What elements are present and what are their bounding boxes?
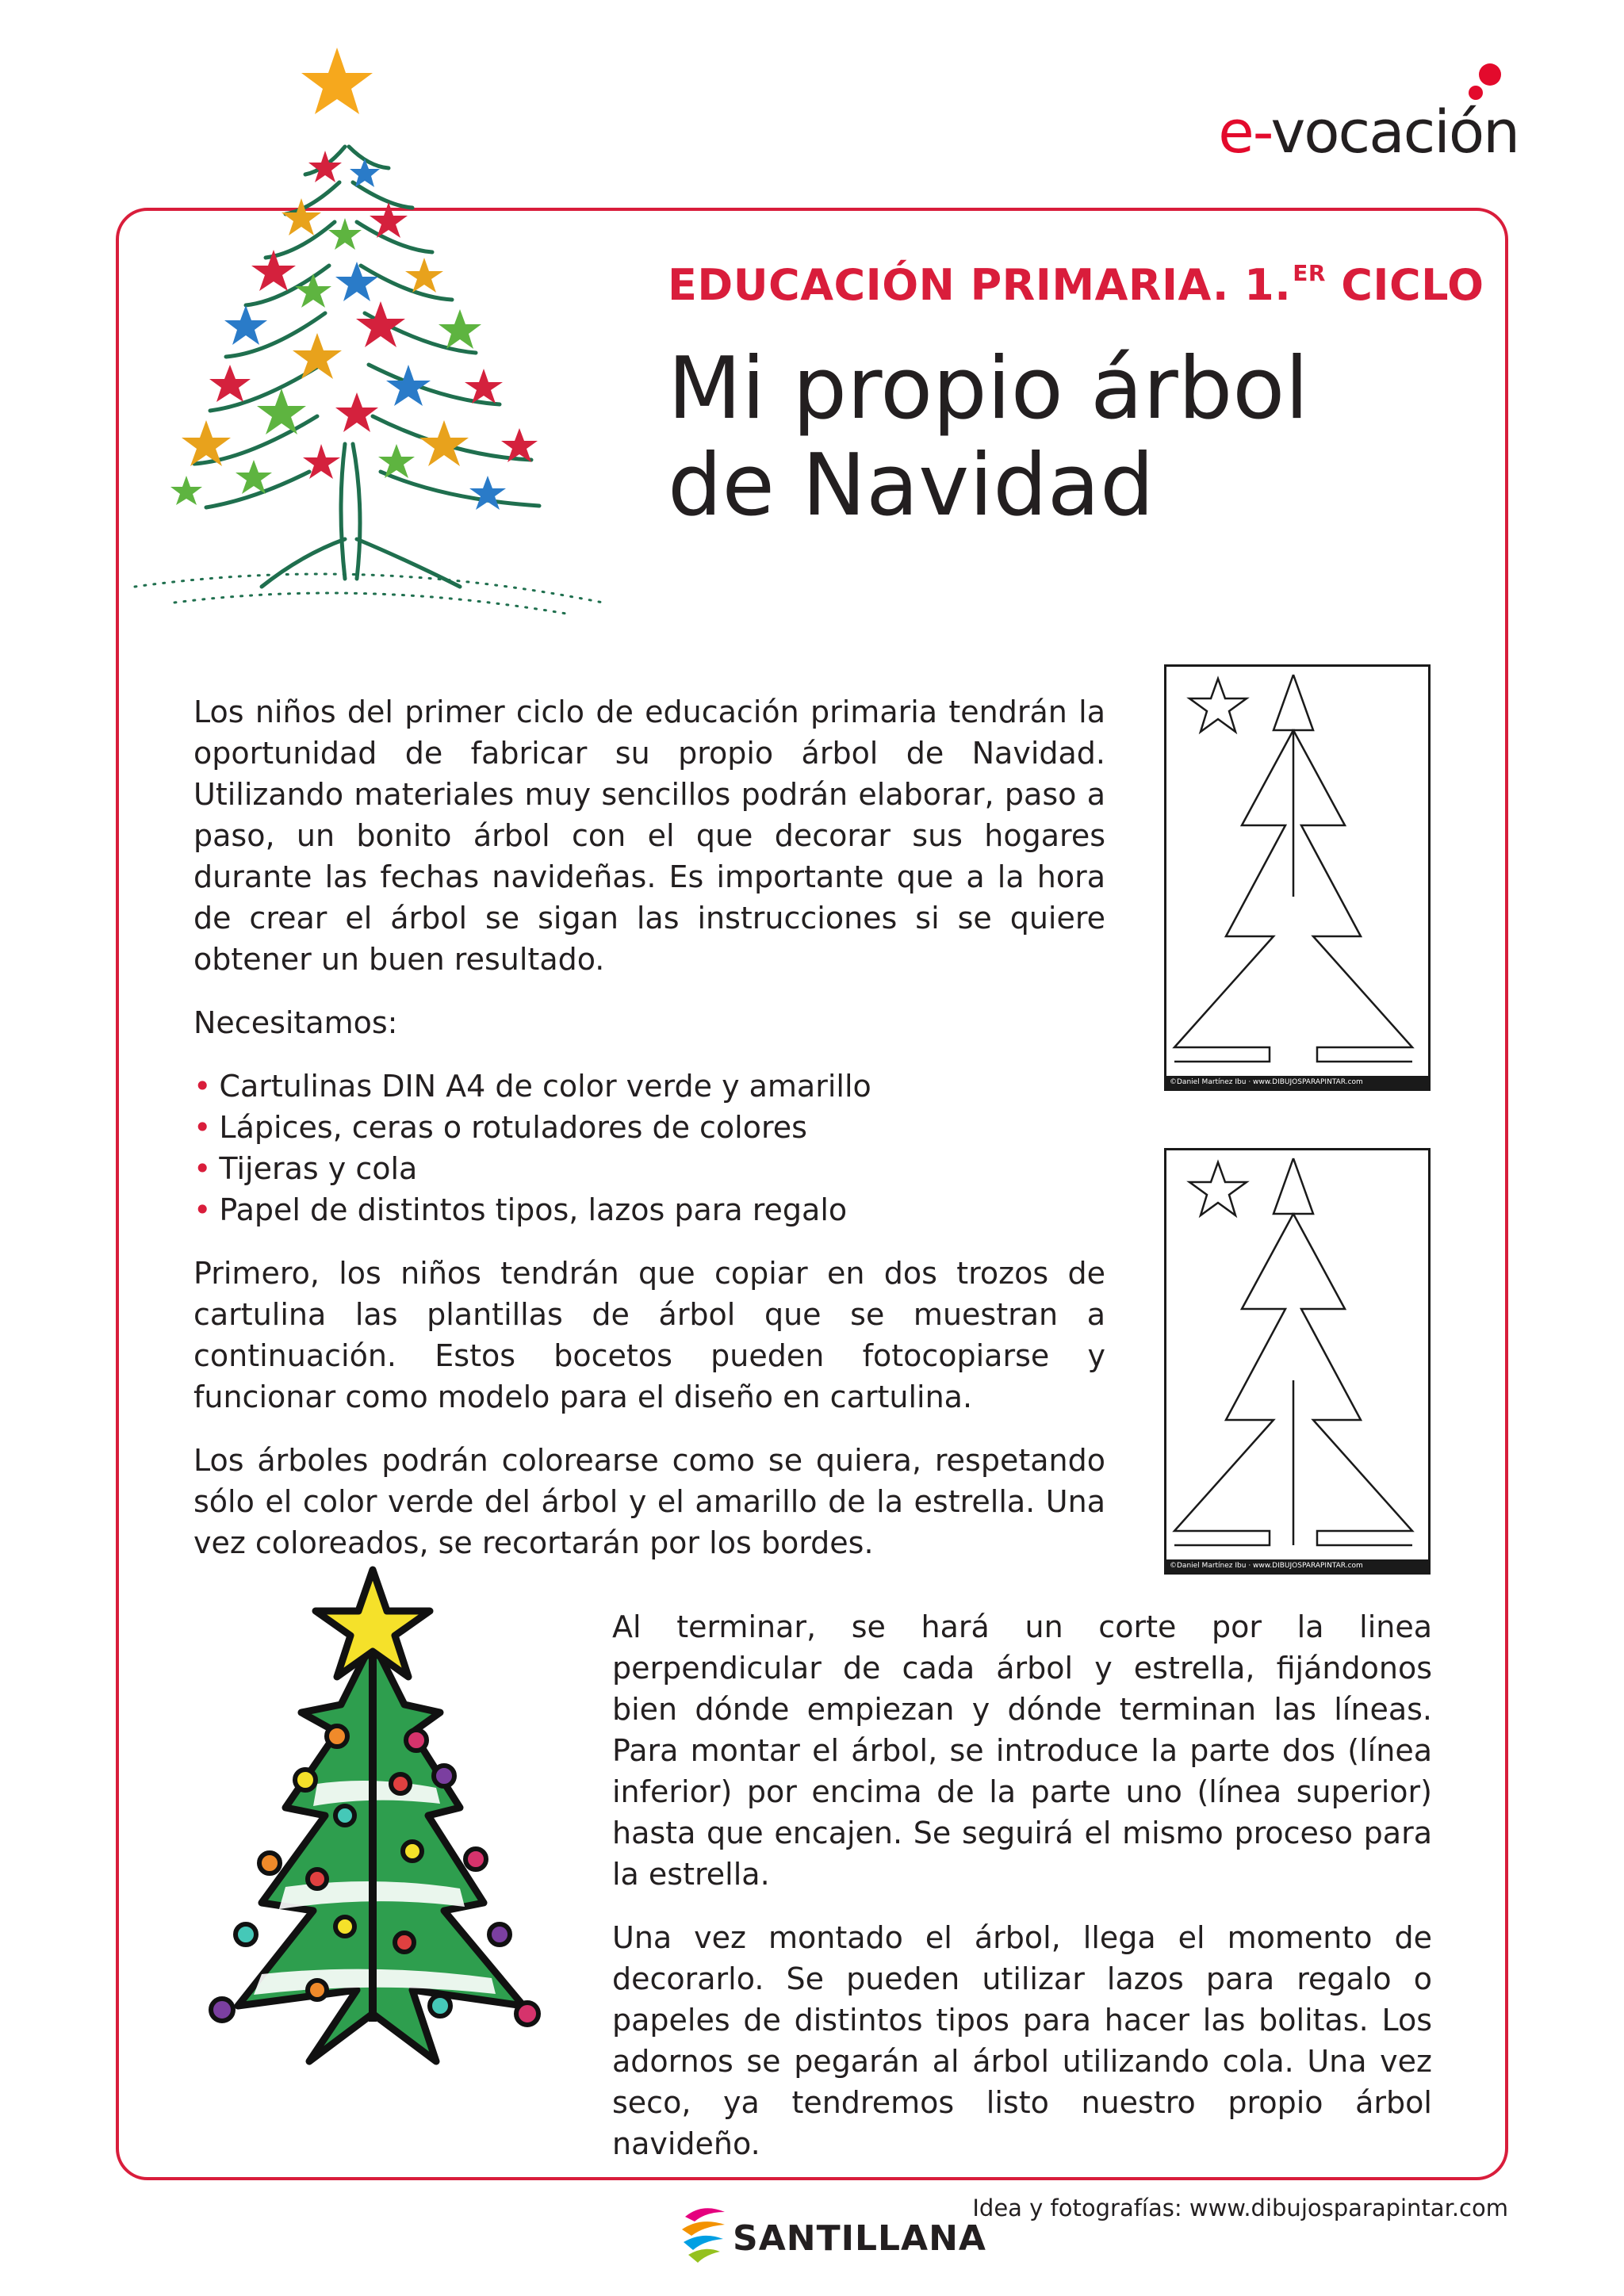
instructions-left-column bbox=[193, 691, 1105, 1586]
instructions-right-column bbox=[612, 1606, 1432, 2187]
template-credit-strip: ©Daniel Martínez Ibu · www.DIBUJOSPARAPINTAR.com bbox=[1166, 1559, 1428, 1572]
tree-template-part-two bbox=[1164, 1148, 1431, 1575]
list-item: • Cartulinas DIN A4 de color verde y amarillo bbox=[193, 1069, 871, 1104]
logo-dot-large bbox=[1479, 63, 1501, 86]
section-kicker: EDUCACIÓN PRIMARIA. 1.$^{ER}$ CICLO bbox=[668, 260, 1484, 310]
tree-outline-illustration bbox=[1166, 667, 1428, 1079]
template-credit-strip: ©Daniel Martínez Ibu · www.DIBUJOSPARAPINTAR.com bbox=[1166, 1076, 1428, 1089]
list-item: • Lápices, ceras o rotuladores de colores bbox=[193, 1110, 807, 1145]
logo-prefix: e- bbox=[1218, 98, 1271, 166]
colored-christmas-tree-illustration bbox=[174, 1546, 571, 2085]
publisher-name: SANTILLANA bbox=[733, 2218, 986, 2259]
tree-template-part-one bbox=[1164, 664, 1431, 1091]
bullet: • bbox=[193, 1151, 212, 1186]
page-title bbox=[668, 341, 1381, 534]
step-4-paragraph: Una vez montado el árbol, llega el momento de decorarlo. Se pueden utilizar lazos para regalo o papeles de distintos tipos para hacer las bolitas. Los adornos se pegarán al árbol utilizando cola. Una vez seco, ya tendremos listo nuestro propio árbol navideño. bbox=[612, 1920, 1432, 2161]
bullet: • bbox=[193, 1192, 212, 1227]
step-3-paragraph: Al terminar, se hará un corte por la linea perpendicular de cada árbol y estrella, fijándonos bien dónde empiezan y dónde terminan las líneas. Para montar el árbol, se introduce la parte dos (línea inferior) por encima de la parte uno (línea superior) hasta que encajen. Se seguirá el mismo proceso para la estrella. bbox=[612, 1609, 1432, 1892]
kicker-superscript: ER bbox=[1293, 260, 1326, 286]
tree-outline-illustration bbox=[1166, 1150, 1428, 1563]
publisher-logo bbox=[679, 2201, 986, 2267]
logo-name: vocación bbox=[1270, 98, 1519, 166]
intro-paragraph: Los niños del primer ciclo de educación primaria tendrán la oportunidad de fabricar su propio árbol de Navidad. Utilizando materiales muy sencillos podrán elaborar, paso a paso, un bonito árbol con el que decorar sus hogares durante las fechas navideñas. Es importante que a la hora de crear el árbol se sigan las instrucciones si se quiere obtener un buen resultado. bbox=[193, 695, 1105, 977]
step-2-paragraph: Los árboles podrán colorearse como se quiera, respetando sólo el color verde del árbol y el amarillo de la estrella. Una vez coloreados, se recortarán por los bordes. bbox=[193, 1443, 1105, 1560]
needs-label: Necesitamos: bbox=[193, 1005, 398, 1040]
photo-credit: Idea y fotografías: www.dibujosparapintar.com bbox=[972, 2195, 1508, 2221]
title-line-2: de Navidad bbox=[668, 436, 1155, 535]
bullet: • bbox=[193, 1110, 212, 1145]
list-item: • Papel de distintos tipos, lazos para regalo bbox=[193, 1192, 848, 1227]
brand-logo bbox=[1218, 95, 1519, 174]
bullet: • bbox=[193, 1069, 212, 1104]
santillana-swirl-icon bbox=[679, 2201, 728, 2267]
star-christmas-tree-illustration bbox=[127, 32, 619, 618]
list-item: • Tijeras y cola bbox=[193, 1151, 418, 1186]
materials-list bbox=[193, 1066, 1105, 1230]
title-line-1: Mi propio árbol bbox=[668, 339, 1309, 438]
step-1-paragraph: Primero, los niños tendrán que copiar en dos trozos de cartulina las plantillas de árbol que se muestran a continuación. Estos bocetos pueden fotocopiarse y funcionar como modelo para el diseño en cartulina. bbox=[193, 1256, 1105, 1414]
